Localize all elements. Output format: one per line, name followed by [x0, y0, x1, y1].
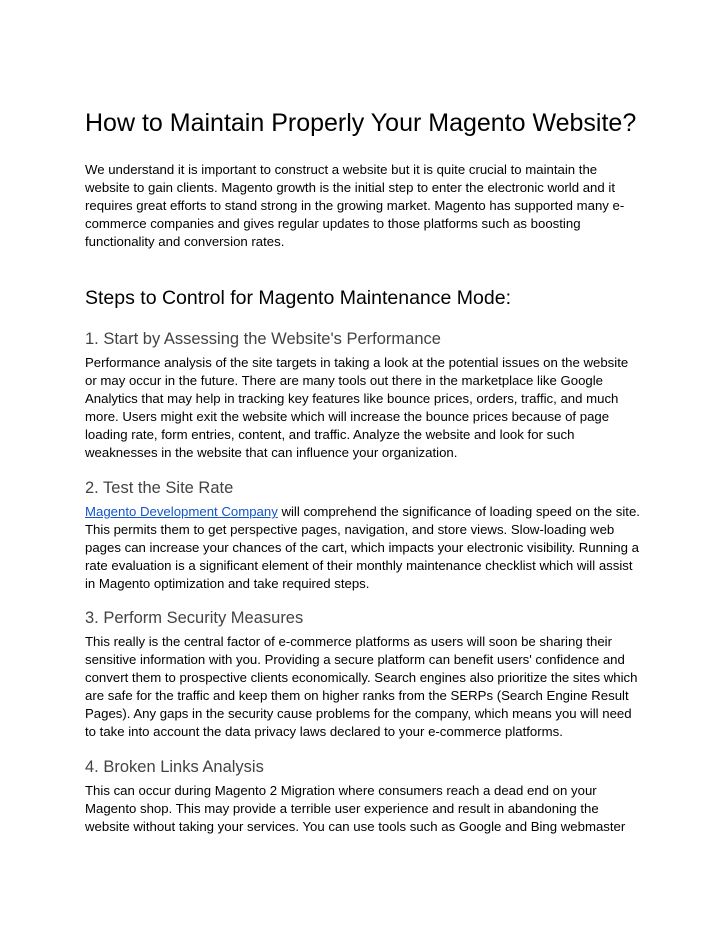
- section-body: Performance analysis of the site targets in taking a look at the potential issues on the website or may occur in the future. There are many tools out there in the marketplace like Google Analytics that may help in tracking key features like bounce prices, orders, traffic, and much more. Users might exit the website which will increase the bounce prices because of page loading rate, form entries, content, and traffic. Analyze the website and look for such weaknesses in the website that can influence your organization.: [85, 355, 629, 460]
- steps-heading: Steps to Control for Magento Maintenance Mode:: [85, 287, 511, 309]
- section-heading: 4. Broken Links Analysis: [85, 758, 264, 776]
- section-body: [85, 503, 640, 593]
- magento-development-company-link[interactable]: Magento Development Company: [85, 504, 278, 519]
- section-body-text: will comprehend the significance of loading speed on the site. This permits them to get perspective pages, navigation, and store views. Slow-loading web pages can increase your chances of the cart, which impacts your electronic visibility. Running a rate evaluation is a significant element of their monthly maintenance checklist which will assist in Magento optimization and take required steps.: [85, 504, 640, 591]
- section-heading: 1. Start by Assessing the Website's Performance: [85, 330, 441, 348]
- section-heading: 3. Perform Security Measures: [85, 609, 304, 627]
- section-performance: [85, 328, 640, 462]
- page-title: How to Maintain Properly Your Magento Website?: [85, 109, 637, 137]
- section-heading: 2. Test the Site Rate: [85, 479, 234, 497]
- section-broken-links: [85, 756, 640, 836]
- section-security: [85, 607, 640, 741]
- section-site-rate: [85, 477, 640, 593]
- section-body: This really is the central factor of e-commerce platforms as users will soon be sharing their sensitive information with you. Providing a secure platform can benefit users' confidence and convert them to prospective clients economically. Search engines also prioritize the sites which are safe for the traffic and keep them on higher ranks from the SERPs (Search Engine Result Pages). Any gaps in the security cause problems for the company, which means you will need to take into account the data privacy laws declared to your e-commerce platforms.: [85, 634, 638, 739]
- intro-paragraph: We understand it is important to construct a website but it is quite crucial to maintain the website to gain clients. Magento growth is the initial step to enter the electronic world and it requires great efforts to stand strong in the growing market. Magento has supported many e-commerce companies and gives regular updates to those platforms such as boosting functionality and conversion rates.: [85, 162, 625, 249]
- section-body: This can occur during Magento 2 Migration where consumers reach a dead end on your Magento shop. This may provide a terrible user experience and result in abandoning the website without taking your services. You can use tools such as Google and Bing webmaster: [85, 783, 626, 834]
